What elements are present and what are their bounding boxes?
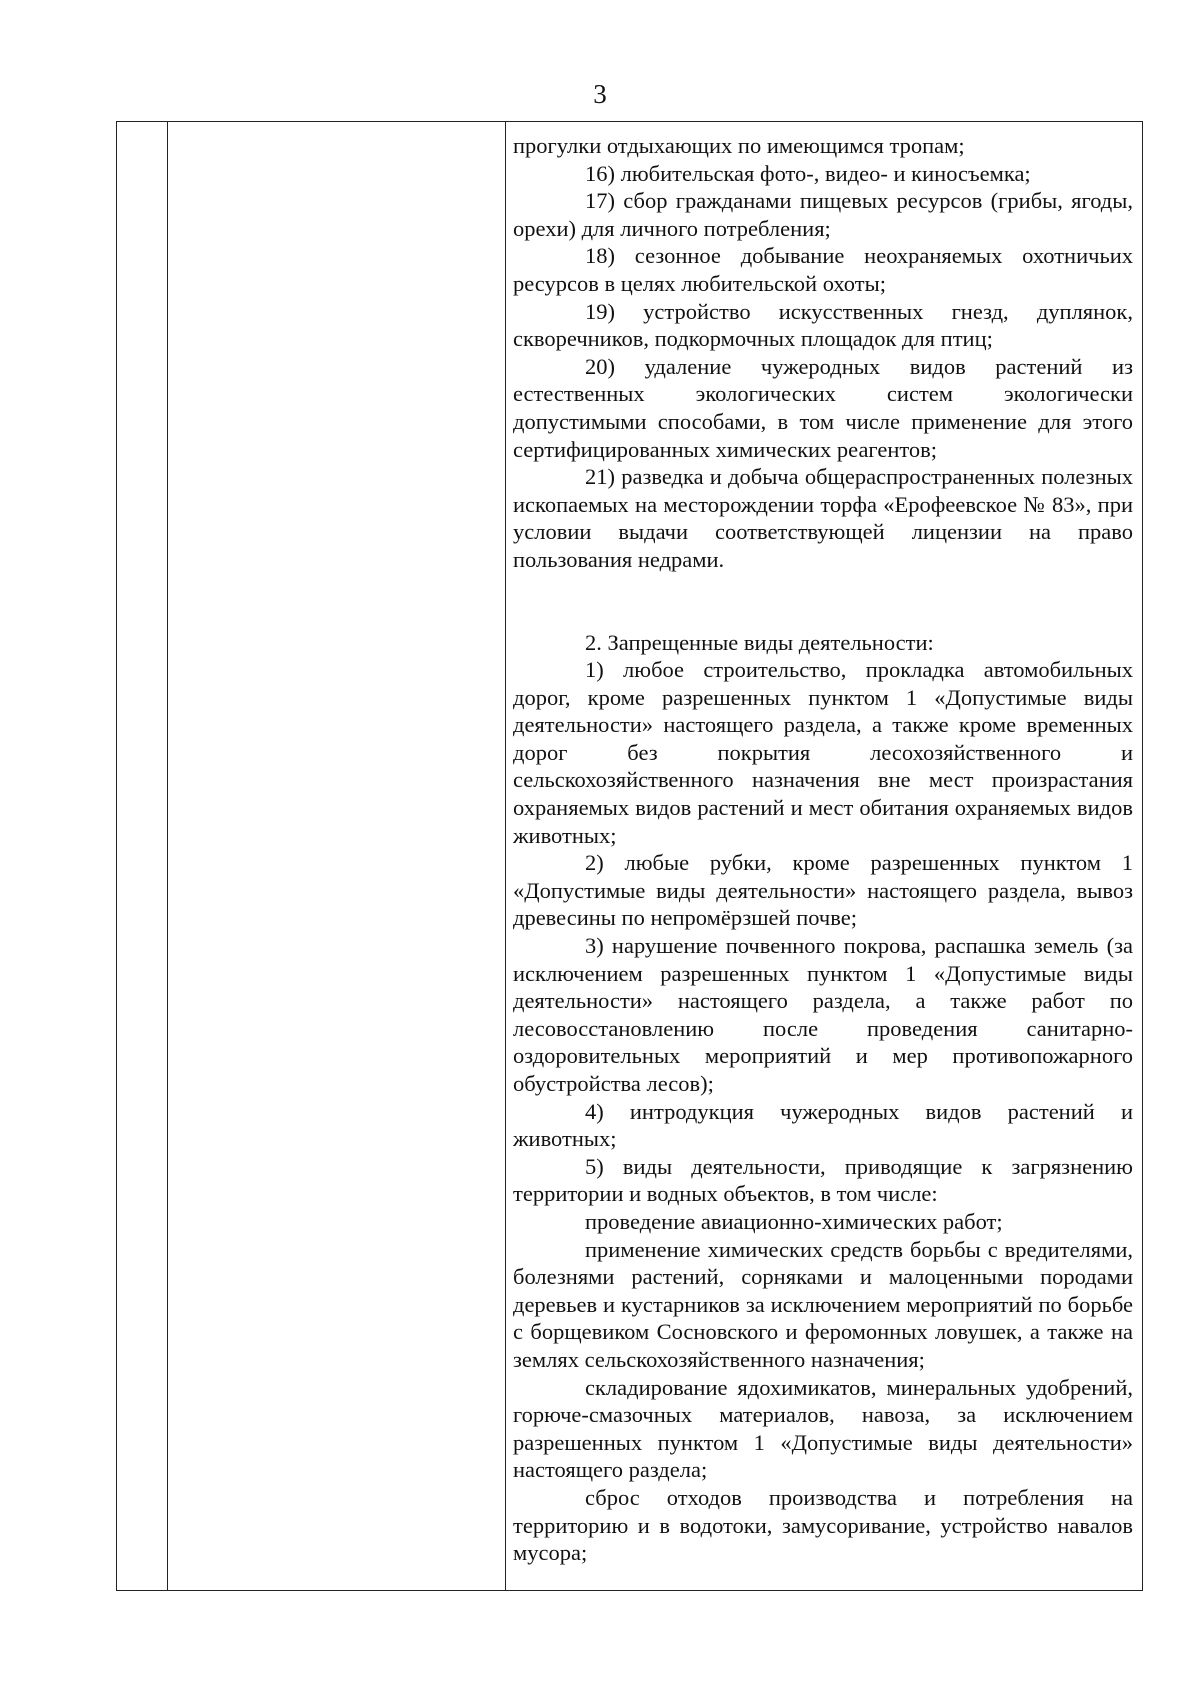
allowed-item: 21) разведка и добыча общераспространенных полезных ископаемых на месторождении торфа «Ерофеевское № 83», при условии выдачи соответствующей лицензии на право пользования недрами. — [513, 464, 1133, 572]
prohibited-item: 4) интродукция чужеродных видов растений и животных; — [513, 1098, 1133, 1152]
pollution-subitem: применение химических средств борьбы с вредителями, болезнями растений, сорняками и малоценными породами деревьев и кустарников за исключением мероприятий по борьбе с борщевиком Сосновского и феромонных ловушек, а также на землях сельскохозяйственного назначения; — [513, 1236, 1133, 1372]
pollution-subitem: складирование ядохимикатов, минеральных удобрений, горюче-смазочных материалов, навоза, за исключением разрешенных пунктом 1 «Допустимые виды деятельности» настоящего раздела; — [513, 1374, 1133, 1483]
allowed-item: 20) удаление чужеродных видов растений из естественных экологических систем экологически допустимыми способами, в том числе применение для этого сертифицированных химических реагентов; — [513, 353, 1133, 462]
table-column-regime — [506, 122, 1142, 1590]
page-number: 3 — [593, 79, 607, 109]
document-table — [116, 121, 1143, 1591]
pollution-subitem: проведение авиационно-химических работ; — [585, 1208, 1003, 1234]
prohibited-item: 1) любое строительство, прокладка автомобильных дорог, кроме разрешенных пунктом 1 «Допустимые виды деятельности» настоящего раздела, а также кроме временных дорог без покрытия лесохозяйственного и сельскохозяйственного назначения вне мест произрастания охраняемых видов растений и мест обитания охраняемых видов животных; — [513, 657, 1133, 848]
allowed-item: 18) сезонное добывание неохраняемых охотничьих ресурсов в целях любительской охоты; — [513, 243, 1133, 296]
allowed-item: 17) сбор гражданами пищевых ресурсов (грибы, ягоды, орехи) для личного потребления; — [513, 188, 1133, 241]
allowed-item: 19) устройство искусственных гнезд, дуплянок, скворечников, подкормочных площадок для птиц; — [513, 298, 1133, 352]
table-column-name — [168, 122, 506, 1590]
allowed-item: 16) любительская фото-, видео- и киносъемка; — [585, 160, 1031, 186]
prohibited-item: 2) любые рубки, кроме разрешенных пунктом 1 «Допустимые виды деятельности» настоящего раздела, вывоз древесины по непромёрзшей почве; — [513, 850, 1133, 931]
continuation-text: прогулки отдыхающих по имеющимся тропам; — [513, 133, 965, 158]
prohibited-heading: 2. Запрещенные виды деятельности: — [585, 629, 934, 655]
pollution-subitem: сброс отходов производства и потребления на территорию и в водотоки, замусоривание, устройство навалов мусора; — [513, 1484, 1133, 1566]
table-column-number — [117, 122, 168, 1590]
section-spacer — [513, 574, 1133, 629]
prohibited-item: 3) нарушение почвенного покрова, распашка земель (за исключением разрешенных пунктом 1 «Допустимые виды деятельности» настоящего раздела, а также работ по лесовосстановлению после проведения санитарно-оздоровительных мероприятий и мер противопожарного обустройства лесов); — [513, 933, 1133, 1096]
prohibited-item: 5) виды деятельности, приводящие к загрязнению территории и водных объектов, в том числе: — [513, 1153, 1133, 1207]
